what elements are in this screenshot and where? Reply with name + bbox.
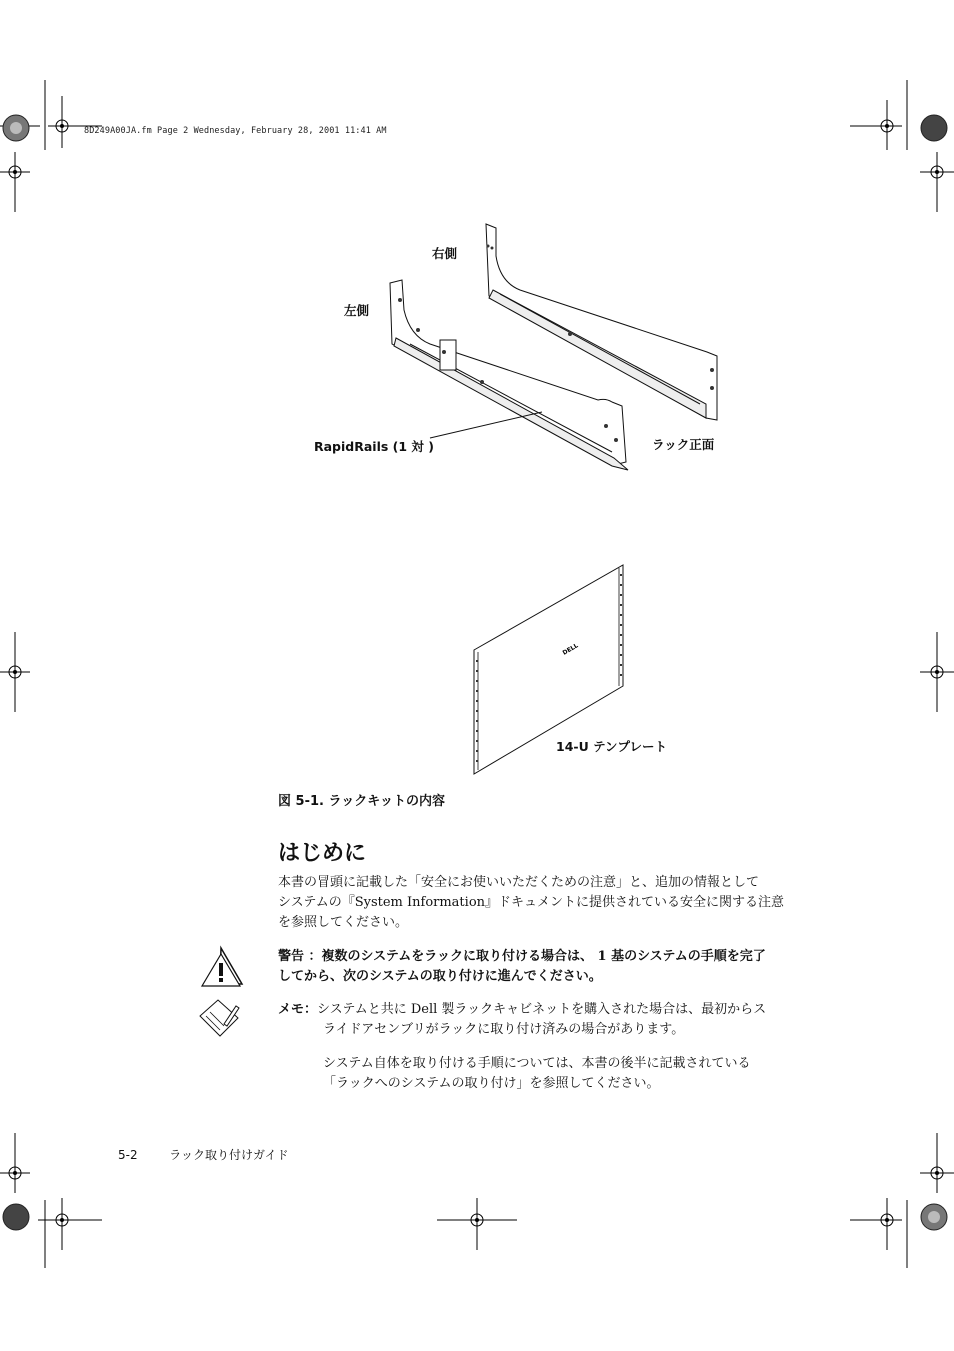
label-rack-front: ラック正面 — [652, 437, 715, 452]
template-logo: DELL — [561, 642, 580, 657]
footer-title: ラック取り付けガイド — [169, 1148, 289, 1162]
label-template: 14-U テンプレート — [556, 739, 667, 754]
intro-line: 本書の冒頭に記載した「安全にお使いいただくための注意」と、追加の情報として — [278, 875, 760, 890]
note-text: 「ラックへのシステムの取り付け」を参照してください。 — [323, 1076, 660, 1091]
note-continuation — [323, 1054, 823, 1094]
intro-line: を参照してください。 — [278, 915, 409, 930]
file-info-header: 8D249A00JA.fm Page 2 Wednesday, February 28, 2001 11:41 AM — [84, 126, 387, 136]
section-heading: はじめに — [278, 841, 367, 866]
warning-label: 警告 ： — [278, 949, 322, 964]
note-text: システムと共に Dell 製ラックキャビネットを購入された場合は、最初からス — [317, 1002, 767, 1017]
warning-text: 複数のシステムをラックに取り付ける場合は、 1 基のシステムの手順を完了 — [321, 949, 766, 964]
note-text: ライドアセンブリがラックに取り付け済みの場合があります。 — [323, 1022, 685, 1037]
label-rapidrails: RapidRails (1 対 ) — [314, 439, 434, 454]
label-left-side: 左側 — [344, 303, 370, 318]
warning-text: してから、次のシステムの取り付けに進んでください。 — [278, 969, 602, 984]
page-number: 5-2 — [118, 1148, 138, 1162]
note-block — [278, 1000, 824, 1040]
label-right-side: 右側 — [432, 246, 458, 261]
intro-line: システムの『System Information』ドキュメントに提供されている安全に関する注意 — [278, 895, 785, 910]
figure-caption: 図 5-1. ラックキットの内容 — [278, 794, 445, 809]
note-text: システム自体を取り付ける手順については、本書の後半に記載されている — [323, 1056, 751, 1071]
note-label: メモ： — [278, 1002, 318, 1017]
page-footer — [118, 1146, 289, 1163]
